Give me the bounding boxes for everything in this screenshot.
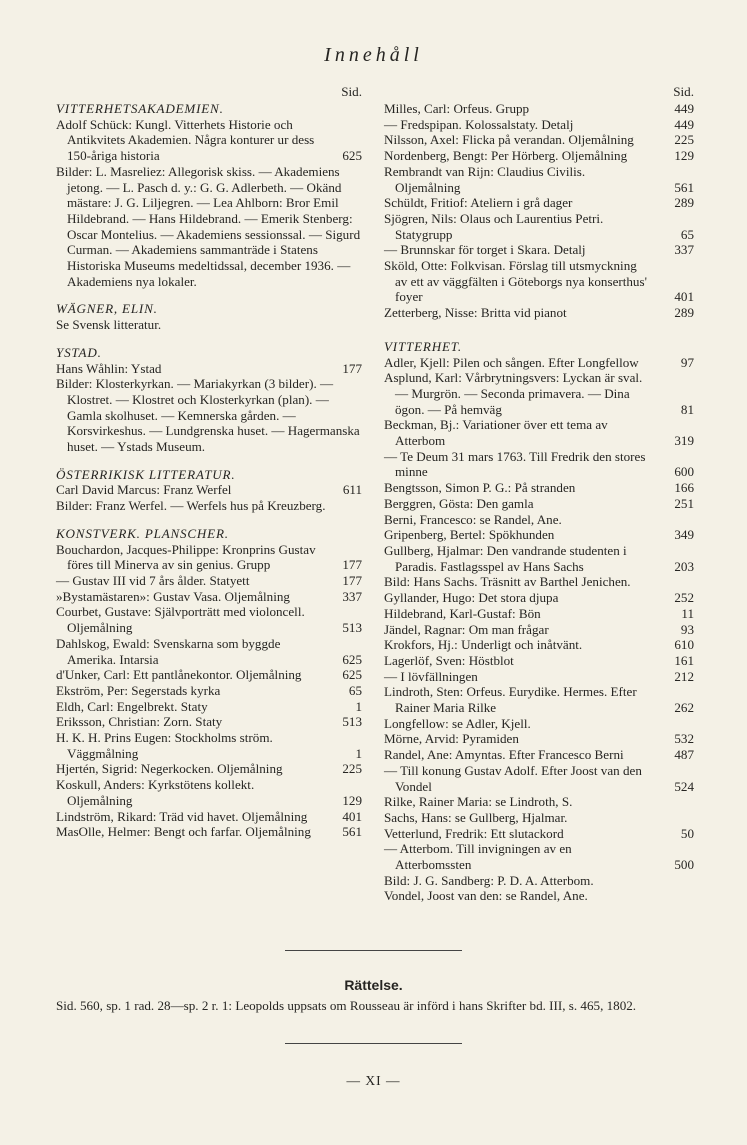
page-title: Innehåll [324,44,423,66]
entry-text: H. K. H. Prins Eugen: Stockholms ström. Väggmålning [56,730,273,761]
entry-text: Vondel, Joost van den: se Randel, Ane. [384,888,588,904]
entry-text: Lagerlöf, Sven: Höstblot [384,652,514,668]
index-entry [384,653,694,669]
entry-page-number: 262 [674,700,694,716]
index-entry [384,622,694,638]
index-entry [56,498,362,514]
entry-text: Koskull, Anders: Kyrkstötens kollekt. Oljemålning [56,777,255,808]
index-entry [56,761,362,777]
entry-page-number: 11 [681,605,694,621]
errata-text: Sid. 560, sp. 1 rad. 28—sp. 2 r. 1: Leopolds uppsats om Rousseau är införd i hans Skrifter bd. III, s. 465, 1802. [56,998,637,1013]
index-entry [384,117,694,133]
entry-text: Bouchardon, Jacques-Philippe: Kronprins Gustav föres till Minerva av sin genius. Grupp [56,541,316,573]
index-entry [384,355,694,371]
entry-page-number: 203 [674,558,694,574]
entry-text: Sköld, Otte: Folkvisan. Förslag till utsmyckning av ett av väggfälten i Göteborgs nya konserthus' foyer [384,258,647,305]
entry-page-number: 401 [674,289,694,305]
entry-page-number: 513 [342,620,362,636]
entry-text: Berni, Francesco: se Randel, Ane. [384,511,562,527]
index-entry [56,683,362,699]
index-entry [384,417,694,448]
entry-page-number: 177 [342,360,362,376]
entry-text: Eriksson, Christian: Zorn. Staty [56,714,223,730]
entry-text: Lindroth, Sten: Orfeus. Eurydike. Hermes. Efter Rainer Maria Rilke [384,684,637,716]
index-section [56,333,362,455]
index-entry [56,604,362,635]
entry-page-number: 561 [674,179,694,195]
index-section [384,321,694,904]
entry-text: Bilder: Franz Werfel. — Werfels hus på Kreuzberg. [56,498,326,514]
section-heading: YSTAD. [56,344,102,360]
index-entry [384,480,694,496]
index-entry [384,810,694,826]
entry-page-number: 1 [355,745,362,761]
index-entry [384,763,694,794]
index-entry [56,573,362,589]
index-entry [384,873,694,889]
entry-page-number: 625 [342,148,362,164]
index-entry [56,699,362,715]
entry-text: Beckman, Bj.: Variationer över ett tema av Atterbom [384,417,608,449]
index-section [56,289,362,332]
section-gap [56,455,362,463]
entry-page-number: 289 [674,195,694,211]
entry-text: Bild: J. G. Sandberg: P. D. A. Atterbom. [384,872,594,888]
entry-text: Eldh, Carl: Engelbrekt. Staty [56,698,208,714]
section-gap [56,333,362,341]
index-entry [384,101,694,117]
errata-title: Rättelse. [344,977,403,993]
entry-page-number: 161 [674,652,694,668]
section-gap [384,321,694,335]
index-entry [384,258,694,305]
entry-page-number: 561 [342,824,362,840]
section-gap [56,289,362,297]
entry-page-number: 225 [674,132,694,148]
index-entry [384,637,694,653]
entry-text: Hans Wåhlin: Ystad [56,360,162,376]
index-section [56,514,362,840]
section-gap [56,514,362,522]
index-entry [56,730,362,761]
index-entry [384,512,694,528]
entry-text: Berggren, Gösta: Den gamla [384,495,534,511]
entry-page-number: 251 [674,495,694,511]
entry-page-number: 337 [674,242,694,258]
index-section [56,101,362,289]
entry-page-number: 625 [342,667,362,683]
index-entry [384,590,694,606]
page-column-label: Sid. [341,84,362,99]
entry-text: Rembrandt van Rijn: Claudius Civilis. Oljemålning [384,163,586,195]
entry-page-number: 449 [674,116,694,132]
entry-text: Se Svensk litteratur. [56,317,162,333]
entry-page-number: 97 [680,354,694,370]
entry-text: »Bystamästaren»: Gustav Vasa. Oljemålning [56,588,290,604]
index-entry [384,242,694,258]
index-entry [384,211,694,242]
entry-text: Adolf Schück: Kungl. Vitterhets Historie och Antikvitets Akademien. Några konturer ur dess 150-åriga historia [56,116,315,164]
entry-text: Courbet, Gustave: Självporträtt med violoncell. Oljemålning [56,604,305,636]
index-entry [384,449,694,480]
entry-text: Hjertén, Sigrid: Negerkocken. Oljemålning [56,761,283,777]
index-entry [56,589,362,605]
divider-rule [285,950,462,951]
index-entry [56,117,362,164]
index-entry [56,636,362,667]
entry-text: Schüldt, Fritiof: Ateliern i grå dager [384,195,573,211]
entry-page-number: 610 [674,637,694,653]
entry-page-number: 337 [342,588,362,604]
entry-page-number: 81 [680,401,694,417]
entry-text: MasOlle, Helmer: Bengt och farfar. Oljemålning [56,824,311,840]
entry-text: Gyllander, Hugo: Det stora djupa [384,590,559,606]
section-heading: WÄGNER, ELIN. [56,301,158,317]
divider-rule [285,1043,462,1044]
entry-text: — Brunnskar för torget i Skara. Detalj [384,242,586,258]
index-entry [384,574,694,590]
entry-page-number: 611 [342,482,362,498]
entry-text: Krokfors, Hj.: Underligt och inåtvänt. [384,637,583,653]
entry-text: Randel, Ane: Amyntas. Efter Francesco Berni [384,747,624,763]
index-entry [384,826,694,842]
entry-text: Gripenberg, Bertel: Spökhunden [384,527,555,543]
entry-text: — Te Deum 31 mars 1763. Till Fredrik den stores minne [384,448,646,480]
index-entry [384,195,694,211]
index-entry [384,606,694,622]
index-entry [56,164,362,290]
entry-text: — Atterbom. Till invigningen av en Atterbomssten [384,841,572,873]
entry-text: — Till konung Gustav Adolf. Efter Joost van den Vondel [384,762,642,794]
section-heading: KONSTVERK. PLANSCHER. [56,525,229,541]
entry-text: Ekström, Per: Segerstads kyrka [56,682,221,698]
entry-text: Longfellow: se Adler, Kjell. [384,715,531,731]
index-entry [56,542,362,573]
index-entry [384,305,694,321]
entry-page-number: 487 [674,747,694,763]
entry-text: Sjögren, Nils: Olaus och Laurentius Petri. Statygrupp [384,210,604,242]
entry-text: Mörne, Arvid: Pyramiden [384,731,519,747]
entry-text: Adler, Kjell: Pilen och sången. Efter Longfellow [384,354,639,370]
entry-text: Bilder: Klosterkyrkan. — Mariakyrkan (3 bilder). — Klostret. — Klostret och Klosterkyrkan (plan). — Gamla skolhuset. — Kemnerska gården. — Korsvirkeshus. — Lundgrenska huset. — Hagermanska huset. — Ystads Museum. [56,376,360,455]
index-entry [384,669,694,685]
entry-text: Zetterberg, Nisse: Britta vid pianot [384,305,567,321]
entry-text: Hildebrand, Karl-Gustaf: Bön [384,605,541,621]
index-entry [384,148,694,164]
index-entry [384,164,694,195]
index-entry [384,132,694,148]
index-entry [56,667,362,683]
entry-page-number: 513 [342,714,362,730]
index-entry [56,361,362,377]
entry-text: Gullberg, Hjalmar: Den vandrande studenten i Paradis. Fastlagsspel av Hans Sachs [384,542,627,574]
index-entry [384,716,694,732]
entry-text: Milles, Carl: Orfeus. Grupp [384,101,530,116]
entry-text: d'Unker, Carl: Ett pantlånekontor. Oljemålning [56,667,302,683]
index-section [56,455,362,514]
entry-page-number: 449 [674,101,694,116]
entry-text: Bengtsson, Simon P. G.: På stranden [384,480,576,496]
entry-text: — I lövfällningen [384,668,478,684]
index-entry [56,482,362,498]
index-entry [384,794,694,810]
index-entry [384,731,694,747]
entry-text: — Fredspipan. Kolossalstaty. Detalj [384,116,574,132]
index-column-left [56,82,362,840]
entry-page-number: 65 [680,226,694,242]
entry-page-number: 319 [674,433,694,449]
index-entry [384,543,694,574]
index-entry [384,747,694,763]
index-entry [56,777,362,808]
entry-page-number: 212 [674,668,694,684]
entry-page-number: 252 [674,590,694,606]
index-entry [56,809,362,825]
entry-page-number: 289 [674,305,694,321]
entry-text: — Gustav III vid 7 års ålder. Statyett [56,572,250,588]
entry-page-number: 401 [342,808,362,824]
entry-text: Lindström, Rikard: Träd vid havet. Oljemålning [56,808,308,824]
entry-page-number: 177 [342,557,362,573]
entry-text: Nordenberg, Bengt: Per Hörberg. Oljemålning [384,148,628,164]
entry-text: Carl David Marcus: Franz Werfel [56,482,232,498]
entry-page-number: 65 [348,682,362,698]
section-heading: VITTERHETSAKADEMIEN. [56,101,224,116]
index-entry [384,527,694,543]
index-entry [384,888,694,904]
section-heading: ÖSTERRIKISK LITTERATUR. [56,466,236,482]
entry-page-number: 524 [674,778,694,794]
entry-text: Jändel, Ragnar: Om man frågar [384,621,549,637]
page-number: — XI — [346,1073,401,1088]
entry-text: Sachs, Hans: se Gullberg, Hjalmar. [384,809,568,825]
entry-page-number: 177 [342,572,362,588]
entry-page-number: 1 [355,698,362,714]
index-entry [384,841,694,872]
entry-page-number: 625 [342,651,362,667]
index-entry [56,824,362,840]
entry-text: Bild: Hans Sachs. Träsnitt av Barthel Jenichen. [384,574,631,590]
index-column-right [384,82,694,904]
entry-page-number: 166 [674,480,694,496]
entry-page-number: 129 [674,148,694,164]
entry-page-number: 93 [680,621,694,637]
entry-page-number: 600 [674,464,694,480]
entry-page-number: 129 [342,792,362,808]
entry-page-number: 50 [680,825,694,841]
entry-text: Dahlskog, Ewald: Svenskarna som byggde Amerika. Intarsia [56,635,281,667]
entry-text: Asplund, Karl: Vårbrytningsvers: Lyckan är sval. — Murgrön. — Seconda primavera. — Dina ögon. — På hemväg [384,370,643,417]
entry-text: Rilke, Rainer Maria: se Lindroth, S. [384,794,573,810]
page-column-label: Sid. [673,84,694,99]
entry-page-number: 225 [342,761,362,777]
entry-page-number: 532 [674,731,694,747]
entry-page-number: 349 [674,527,694,543]
index-entry [56,376,362,455]
section-heading: VITTERHET. [384,338,462,354]
entry-text: Bilder: L. Masreliez: Allegorisk skiss. — Akademiens jetong. — L. Pasch d. y.: G. G. Adlerbeth. — Okänd mästare: J. G. Liljegren. — Lea Ahlborn: Bror Emil Hildebrand. — Hans Hildebrand. — Emerik Stenberg: Oscar Montelius. — Akademiens sessionssal. — Sigurd Curman. — Akademiens sammanträde i Statens Historiska Museums medeltidssal, december 1936. — Akademiens nya lokaler. [56,163,361,289]
entry-page-number: 500 [674,857,694,873]
index-entry [384,370,694,417]
entry-text: Nilsson, Axel: Flicka på verandan. Oljemålning [384,132,634,148]
index-entry [56,317,362,333]
index-entry [384,496,694,512]
index-entry [384,684,694,715]
entry-text: Vetterlund, Fredrik: Ett slutackord [384,825,564,841]
index-section [384,101,694,321]
index-entry [56,714,362,730]
